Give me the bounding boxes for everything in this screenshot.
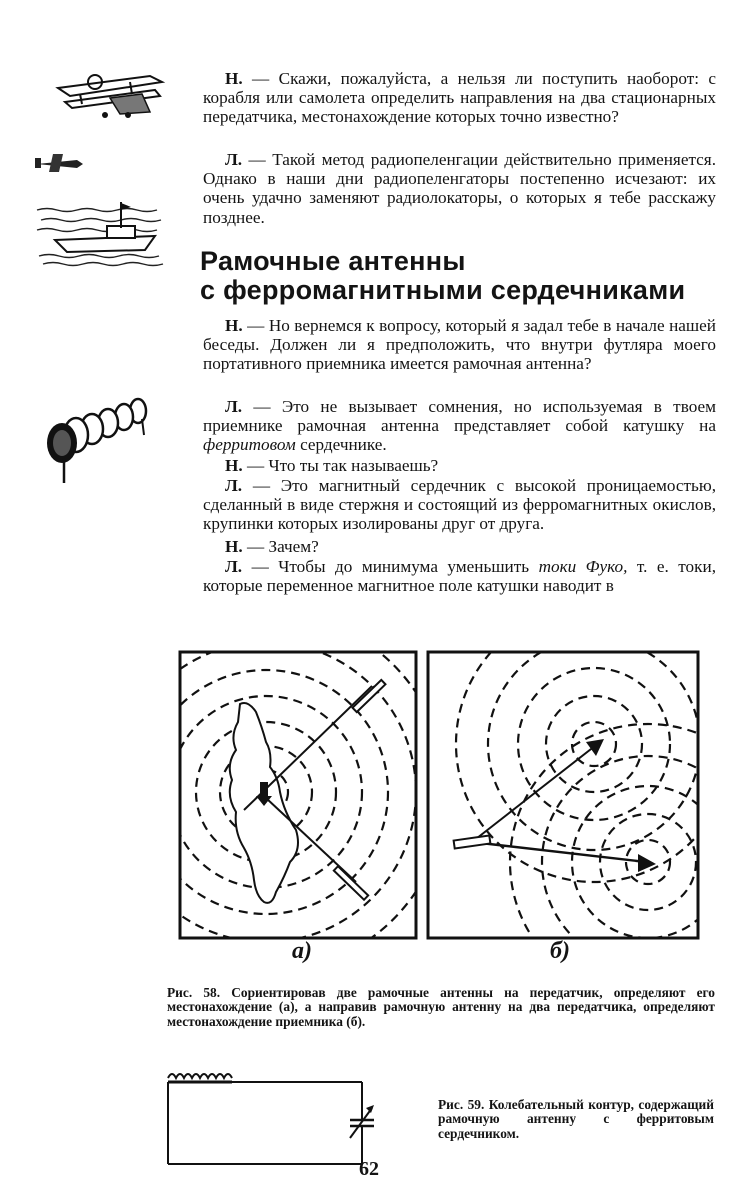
biplane-illustration [50,68,170,123]
paragraph-text: — Но вернемся к вопросу, который я задал тебе в начале нашей беседы. Должен ли я предположить, что внутри футляра моего портативного приемника имеется рамочная антенна? [203,316,716,374]
paragraph-text: сердечнике. [295,435,387,455]
paragraph-text: — Зачем? [242,537,319,556]
figure-58b-label: б) [550,938,570,964]
paragraph-8 [203,557,716,595]
speaker-label: Л. [225,557,243,576]
speaker-label: Л. [225,476,243,495]
paragraph-5 [203,456,716,475]
speaker-label: Н. [225,316,243,335]
figure-58a-label: а) [292,938,312,964]
paragraph-text: — Такой метод радиопеленгации действительно применяется. Однако в наши дни радиопеленгаторы постепенно исчезают: их очень удачно заменяют радиолокаторы, о которых я тебе расскажу позднее. [203,150,716,227]
figure-59-circuit [164,1068,374,1168]
paragraph-4 [203,397,716,455]
paragraph-1 [203,69,716,127]
paragraph-text: т. е. токи, которые переменное магнитное поле катушки наводит в [203,557,716,596]
figure-58a-diagram [180,652,416,938]
paragraph-text: — Это магнитный сердечник с высокой проницаемостью, сделанный в виде стержня и состоящий из ферромагнитных окислов, крупинки которых изолированы друг от друга. [203,476,716,534]
paragraph-text: — Это не вызывает сомнения, но используемая в твоем приемнике рамочная антенна представляет собой катушку на [203,397,716,436]
figure-58-caption: Рис. 58. Сориентировав две рамочные антенны на передатчик, определяют его местонахождение (а), а направив рамочную антенну на два передатчика, определяют местонахождение приемника (б). [167,985,715,1029]
paragraph-2 [203,150,716,227]
speaker-label: Н. [225,69,243,88]
small-airplane-illustration [33,150,85,176]
speaker-label: Л. [225,397,243,416]
paragraph-7 [203,537,716,556]
speaker-label: Л. [225,150,243,169]
italic-term: токи Фуко, [538,557,628,576]
ferrite-coil-illustration [44,397,156,485]
heading-line-1: Рамочные антенны [200,246,466,276]
figure-58b-diagram [428,652,698,938]
paragraph-3 [203,316,716,374]
figure-59-caption: Рис. 59. Колебательный контур, содержащий рамочную антенну с ферритовым сердечником. [438,1097,714,1141]
paragraph-text: — Что ты так называешь? [242,456,439,475]
ship-illustration [37,200,169,272]
page-number: 62 [359,1158,379,1180]
heading-line-2: с ферромагнитными сердечниками [200,275,686,305]
speaker-label: Н. [225,456,243,475]
paragraph-text: — Чтобы до минимума уменьшить [242,557,539,576]
section-heading [200,248,720,304]
speaker-label: Н. [225,537,243,556]
paragraph-6 [203,476,716,534]
paragraph-text: — Скажи, пожалуйста, а нельзя ли поступить наоборот: с корабля или самолета определить направления на два стационарных передатчика, местонахождение которых точно известно? [203,69,716,127]
italic-term: ферритовом [203,435,296,455]
